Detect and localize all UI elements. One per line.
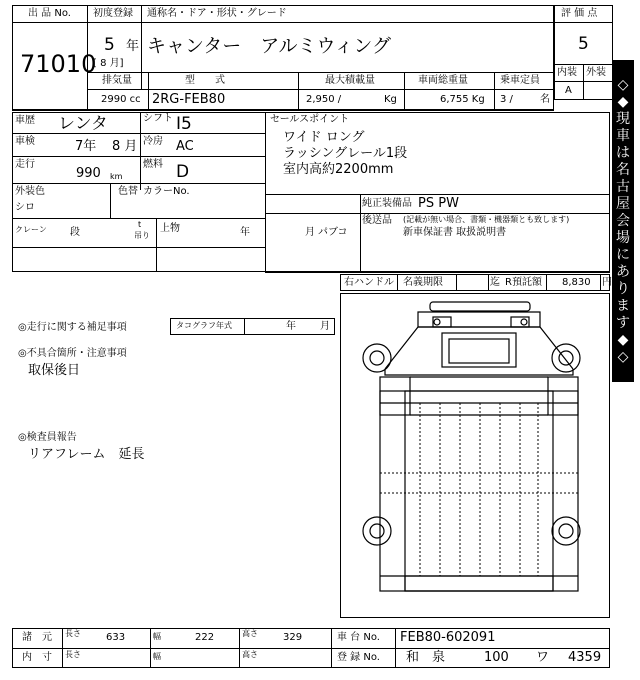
- reg-class: 100: [484, 650, 509, 665]
- after-label: 後送品: [362, 215, 392, 226]
- sales-point-1: ワイド ロング: [283, 130, 365, 145]
- banner-char: 場: [616, 229, 630, 246]
- color-no-label: 色替: [118, 186, 138, 197]
- lot-no: 71010: [20, 50, 97, 78]
- banner-char: り: [616, 280, 630, 297]
- year-unit: 年: [126, 39, 140, 54]
- gross-weight-label: 車両総重量: [418, 75, 468, 86]
- height-label: 高さ: [242, 629, 258, 638]
- right-hand-label: 右ハンドル: [344, 277, 394, 288]
- chassis-label: 車 台 No.: [337, 632, 380, 643]
- crane-year: 年: [240, 227, 250, 238]
- banner-char: ま: [616, 297, 630, 314]
- tacho-label: タコグラフ年式: [176, 321, 232, 330]
- model-label: 通称名・ドア・形状・グレード: [147, 8, 287, 19]
- sales-point-2: ラッシングレール1段: [283, 146, 408, 161]
- max-load-unit: Kg: [384, 94, 397, 105]
- height: 329: [283, 632, 303, 643]
- banner-diamond-bottom: ◆: [617, 331, 629, 348]
- doc-label: 迄: [490, 277, 500, 288]
- crane-month: 月: [305, 227, 315, 238]
- banner-char: 車: [616, 127, 630, 144]
- location-banner: [612, 60, 634, 382]
- inner-height-label: 高さ: [242, 650, 258, 659]
- recycle-label: R預託額: [505, 277, 542, 288]
- interior-grade: A: [565, 85, 572, 96]
- defect-text: 取保後日: [28, 363, 81, 378]
- inner-length-label: 長さ: [65, 650, 81, 659]
- inner-width-label: 幅: [153, 652, 161, 661]
- displacement-label: 排気量: [102, 75, 132, 86]
- first-reg-year: 5: [104, 35, 115, 55]
- length-label: 長さ: [65, 629, 81, 638]
- shift-label: シフト: [143, 113, 173, 124]
- capacity-label: 乗車定員: [500, 75, 540, 86]
- truck-diagram: [340, 293, 610, 618]
- running-notes-label: ◎走行に関する補足事項: [18, 322, 127, 333]
- banner-char: に: [616, 246, 630, 263]
- fuel-label: 燃料: [143, 159, 163, 170]
- mileage-unit: km: [110, 172, 123, 181]
- width: 222: [195, 632, 215, 643]
- banner-char: す: [616, 314, 630, 331]
- name-change-label: 名義期限: [403, 277, 443, 288]
- tacho-year: 年: [286, 321, 296, 332]
- banner-diamond-top: ◇: [617, 76, 629, 93]
- lot-no-label: 出 品 No.: [28, 8, 71, 19]
- banner-char: は: [616, 144, 630, 161]
- inspection-month: 8 月: [112, 139, 138, 154]
- banner-char: 古: [616, 178, 630, 195]
- reg-area: 和 泉: [406, 650, 446, 665]
- sales-points-label: セールスポイント: [270, 114, 350, 125]
- color-no-label2: カラーNo.: [143, 186, 190, 197]
- fuel: D: [176, 162, 190, 182]
- crane-steps: 段: [70, 227, 80, 238]
- aircon-label: 冷房: [143, 136, 163, 147]
- inner-label: 内 寸: [22, 652, 52, 663]
- defect-label: ◎不具合箇所・注意事項: [18, 348, 127, 359]
- model-name: キャンター アルミウィング: [147, 35, 391, 57]
- first-reg-label: 初度登録: [93, 8, 133, 19]
- specs-label: 諸 元: [22, 632, 52, 643]
- reg-label: 登 録 No.: [337, 652, 380, 663]
- banner-char: 現: [616, 110, 630, 127]
- inspection-year: 7年: [75, 139, 97, 154]
- banner-char: 会: [616, 212, 630, 229]
- ext-color: シロ: [15, 202, 35, 213]
- recycle-amount: 8,830: [562, 277, 591, 288]
- capacity-unit: 名: [540, 94, 550, 105]
- inspector-text: リアフレーム 延長: [28, 447, 145, 462]
- displacement: 2990 cc: [101, 94, 141, 105]
- gross-weight: 6,755 Kg: [440, 94, 485, 105]
- ext-color-label: 外装色: [15, 186, 45, 197]
- history: レンタ: [58, 114, 108, 134]
- recycle-unit: 円: [602, 277, 612, 288]
- crane-label: クレーン: [15, 225, 47, 234]
- crane-lift: 吊り: [134, 231, 150, 240]
- history-label: 車歴: [15, 115, 35, 126]
- tacho-month: 月: [320, 321, 330, 332]
- banner-char: あ: [616, 263, 630, 280]
- sales-point-3: 室内高約2200mm: [283, 162, 394, 177]
- after-items: 新車保証書 取扱説明書: [403, 227, 507, 238]
- max-load-label: 最大積載量: [325, 75, 375, 86]
- capacity: 3 /: [500, 94, 513, 105]
- score-label: 評 価 点: [561, 8, 598, 19]
- inspection-label: 車検: [15, 136, 35, 147]
- std-equipment-label: 純正装備品: [362, 198, 412, 209]
- banner-diamond-top2: ◆: [617, 93, 629, 110]
- shift: I5: [176, 114, 192, 134]
- aircon: AC: [176, 139, 194, 154]
- std-equipment: PS PW: [418, 196, 459, 211]
- crane-t: t: [138, 220, 142, 229]
- reg-kana: ワ: [536, 650, 550, 665]
- chassis: FEB80-602091: [400, 630, 496, 645]
- score: 5: [578, 34, 589, 54]
- banner-diamond-bottom2: ◇: [617, 348, 629, 365]
- after-note: (記載が無い場合、書類・機器類とも致します): [403, 215, 570, 224]
- first-reg-month: [ 8 月]: [93, 58, 124, 69]
- length: 633: [106, 632, 126, 643]
- model-code: 2RG-FEB80: [152, 92, 226, 107]
- interior-label: 内装: [557, 67, 577, 78]
- mileage-label: 走行: [15, 159, 35, 170]
- width-label: 幅: [153, 632, 161, 641]
- max-load: 2,950 /: [306, 94, 342, 105]
- reg-number: 4359: [568, 650, 602, 665]
- banner-char: 屋: [616, 195, 630, 212]
- exterior-label: 外装: [586, 67, 606, 78]
- crane-upper: 上物: [160, 223, 180, 234]
- model-code-label: 型 式: [185, 75, 225, 86]
- crane-maker: パブコ: [318, 227, 348, 238]
- mileage: 990: [76, 166, 101, 181]
- banner-char: 名: [616, 161, 630, 178]
- inspector-label: ◎検査員報告: [18, 432, 77, 443]
